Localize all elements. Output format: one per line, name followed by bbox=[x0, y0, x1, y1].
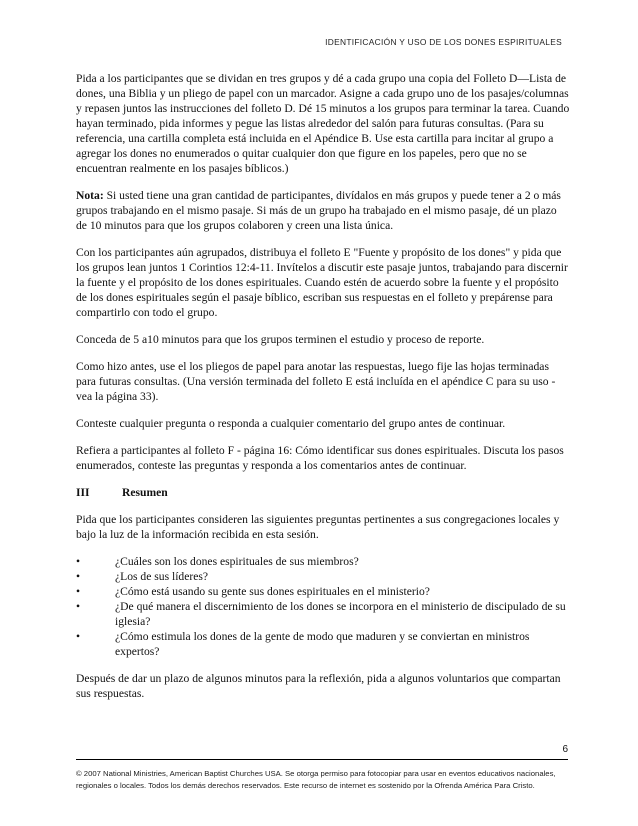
question-list bbox=[76, 554, 570, 659]
note-text: Si usted tiene una gran cantidad de participantes, divídalos en más grupos y puede tener a 2 o más grupos trabajando en el mismo pasaje. Si más de un grupo ha trabajado en el mismo pasaje, dé un plazo de 10 minutos para que los grupos colaboren y creen una lista única. bbox=[76, 189, 561, 232]
list-item-text: ¿Los de sus líderes? bbox=[115, 570, 209, 583]
running-header: IDENTIFICACIÓN Y USO DE LOS DONES ESPIRITUALES bbox=[325, 37, 562, 47]
section-heading bbox=[76, 485, 570, 500]
note-label: Nota: bbox=[76, 189, 104, 202]
bullet-icon: • bbox=[76, 630, 81, 643]
paragraph-handout-e: Con los participantes aún agrupados, distribuya el folleto E "Fuente y propósito de los dones" y pida que los grupos lean juntos 1 Corintios 12:4-11. Invítelos a discutir este pasaje juntos, trabajando para discernir la fuente y el propósito de los dones espirituales. Cuando estén de acuerdo sobre la fuente y el propósito de los dones espirituales según el pasaje bíblico, escriban sus respuestas en el folleto y prepárense para compartirlo con todo el grupo. bbox=[76, 246, 568, 319]
section-title: Resumen bbox=[122, 486, 168, 499]
paragraph-note bbox=[76, 188, 570, 233]
section-number: III bbox=[76, 486, 90, 499]
paragraph-handout-f: Refiera a participantes al folleto F - página 16: Cómo identificar sus dones espirituales. Discuta los pasos enumerados, conteste las preguntas y responda a los comentarios antes de continuar. bbox=[76, 444, 564, 472]
bullet-icon: • bbox=[76, 585, 81, 598]
list-item-text: ¿De qué manera el discernimiento de los dones se incorpora en el ministerio de discipulado de su iglesia? bbox=[115, 600, 566, 628]
list-item bbox=[76, 584, 570, 599]
paragraph-group-instructions: Pida a los participantes que se dividan en tres grupos y dé a cada grupo una copia del Folleto D—Lista de dones, una Biblia y un pliego de papel con un marcador. Asigne a cada grupo uno de los pasajes/columnas y repasen juntos las instrucciones del folleto D. Dé 15 minutos a los grupos para terminar la tarea. Cuando hayan terminado, pida informes y pegue las listas alrededor del salón para futuras consultas. (Para su referencia, una cartilla completa está incluida en el Apéndice B. Use esta cartilla para incitar al grupo a agregar los dones no enumerados o quitar cualquier don que figure en los papeles, pero que no se encuentran realmente en los pasajes bíblicos.) bbox=[76, 72, 570, 175]
list-item bbox=[76, 569, 570, 584]
bullet-icon: • bbox=[76, 600, 81, 613]
list-item-text: ¿Cómo estimula los dones de la gente de modo que maduren y se conviertan en ministros expertos? bbox=[115, 630, 530, 658]
list-item-text: ¿Cómo está usando su gente sus dones espirituales en el ministerio? bbox=[115, 585, 430, 598]
bullet-icon: • bbox=[76, 570, 81, 583]
list-item-text: ¿Cuáles son los dones espirituales de sus miembros? bbox=[115, 555, 359, 568]
paragraph-post-sheets: Como hizo antes, use el los pliegos de papel para anotar las respuestas, luego fije las hojas terminadas para futuras consultas. (Una versión terminada del folleto E está incluída en el apéndice C para su uso - vea la página 33). bbox=[76, 360, 556, 403]
list-item bbox=[76, 554, 570, 569]
list-item bbox=[76, 629, 570, 659]
footer-divider bbox=[76, 759, 568, 760]
bullet-icon: • bbox=[76, 555, 81, 568]
list-item bbox=[76, 599, 570, 629]
paragraph-consider: Pida que los participantes consideren las siguientes preguntas pertinentes a sus congregaciones locales y bajo la luz de la información recibida en esta sesión. bbox=[76, 513, 560, 541]
paragraph-reflection: Después de dar un plazo de algunos minutos para la reflexión, pida a algunos voluntarios que compartan sus respuestas. bbox=[76, 672, 561, 700]
paragraph-questions: Conteste cualquier pregunta o responda a cualquier comentario del grupo antes de continuar. bbox=[76, 417, 506, 430]
page-number: 6 bbox=[562, 744, 568, 755]
paragraph-time: Conceda de 5 a10 minutos para que los grupos terminen el estudio y proceso de reporte. bbox=[76, 333, 485, 346]
body-text bbox=[76, 71, 570, 713]
footer-copyright: © 2007 National Ministries, American Baptist Churches USA. Se otorga permiso para fotocopiar para usar en eventos educativos nacionales, regionales o locales. Todos los demás derechos reservados. Este recurso de internet es sostenido por la Ofrenda América Para Cristo. bbox=[76, 769, 556, 790]
